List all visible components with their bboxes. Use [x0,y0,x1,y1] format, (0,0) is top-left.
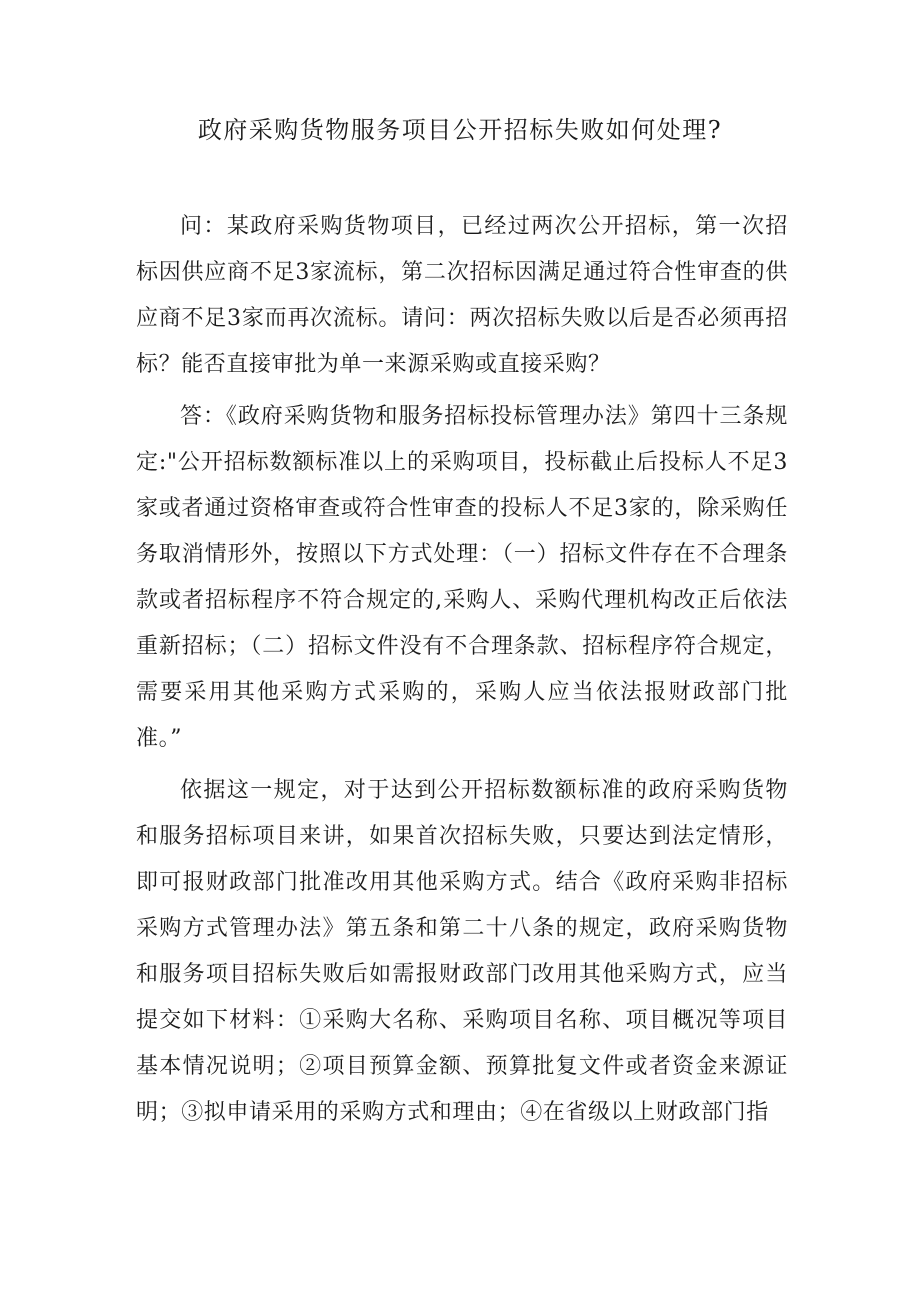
paragraph-answer: 答：《政府采购货物和服务招标投标管理办法》第四十三条规定:"公开招标数额标准以上的采购项目，投标截止后投标人不足3家或者通过资格审查或符合性审查的投标人不足3家的，除采购任务取消情形外，按照以下方式处理：（一）招标文件存在不合理条款或者招标程序不符合规定的,采购人、采购代理机构改正后依法重新招标；（二）招标文件没有不合理条款、招标程序符合规定，需要采用其他采购方式采购的，采购人应当依法报财政部门批准。” [136,404,788,751]
document-body [136,204,788,1142]
document-title: 政府采购货物服务项目公开招标失败如何处理? [197,116,723,144]
paragraph-question: 问：某政府采购货物项目，已经过两次公开招标，第一次招标因供应商不足3家流标，第二次招标因满足通过符合性审查的供应商不足3家而再次流标。请问：两次招标失败以后是否必须再招标？能否直接审批为单一来源采购或直接采购？ [136,214,788,377]
paragraph-explanation: 依据这一规定，对于达到公开招标数额标准的政府采购货物和服务招标项目来讲，如果首次招标失败，只要达到法定情形，即可报财政部门批准改用其他采购方式。结合《政府采购非招标采购方式管理办法》第五条和第二十八条的规定，政府采购货物和服务项目招标失败后如需报财政部门改用其他采购方式，应当提交如下材料：①采购大名称、采购项目名称、项目概况等项目基本情况说明；②项目预算金额、预算批复文件或者资金来源证明；③拟申请采用的采购方式和理由；④在省级以上财政部门指 [136,778,788,1125]
